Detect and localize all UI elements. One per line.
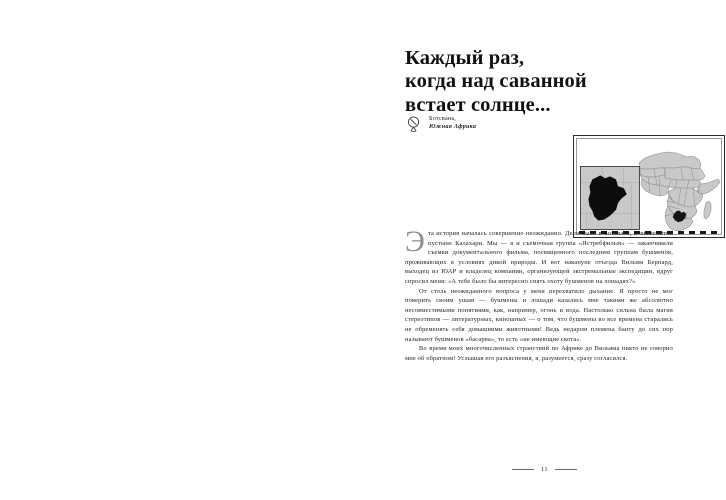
chapter-title-line-3: встает солнце... bbox=[405, 93, 551, 116]
map-frame-inner bbox=[576, 138, 722, 235]
body-text-column bbox=[405, 225, 673, 363]
botswana-inset-box bbox=[580, 166, 640, 230]
body-paragraph-3: Во время моих многочисленных странствий по Африке до Вильяма никто не говорил мне об обратном! Услышав его разъяснения, я, разумеется, сразу согласился. bbox=[405, 345, 673, 362]
page-number: 11 bbox=[541, 466, 548, 473]
location-country: Ботсвана, bbox=[429, 116, 457, 122]
location-region: Южная Африка bbox=[429, 124, 477, 131]
map-pin-icon bbox=[407, 116, 420, 132]
folio bbox=[363, 466, 726, 473]
location-text bbox=[429, 115, 476, 132]
body-paragraph-1-text: та история началась совершенно неожиданно. Дело было в Ботсване, в знаменитой пустыне Калахари. Мы — я и съемочная группа «Ястребфильм» — заканчивали съемки документального фильма, посвященного последним группам бушменов, проживающих в условиях дикой природы. И вот накануне отъезда Вильям Бернард, выходец из ЮАР и владелец компании, организующей экстремальные экспедиции, вдруг спросил меня: «А тебе было бы интересно снять охоту бушменов на лошадях?» bbox=[405, 230, 673, 285]
location-block bbox=[407, 115, 476, 132]
folio-rule-left bbox=[512, 469, 534, 470]
chapter-title-line-1: Каждый раз, bbox=[405, 46, 525, 69]
body-paragraph-1 bbox=[405, 225, 673, 287]
right-page-chapter-opening bbox=[363, 0, 726, 500]
body-paragraph-2: От столь неожиданного вопроса у меня перехватило дыхание. Я просто не мог поверить своим ушам — бушмены и лошади казались мне такими же абсолютно несовместимыми понятиями, как, например, огонь и вода. Настолько сильна была магия стереотипов — литературных, киношных — о том, что бушмены во все времена старались не обременять себя домашними животными! Ведь недаром племена банту до сих пор называют бушменов «басарва», то есть «не имеющие скота». bbox=[405, 287, 673, 343]
map-figure bbox=[573, 135, 725, 238]
chapter-title-line-2: когда над саванной bbox=[405, 70, 587, 93]
drop-cap: Э bbox=[405, 225, 425, 258]
folio-rule-right bbox=[555, 469, 577, 470]
chapter-title bbox=[405, 47, 705, 118]
